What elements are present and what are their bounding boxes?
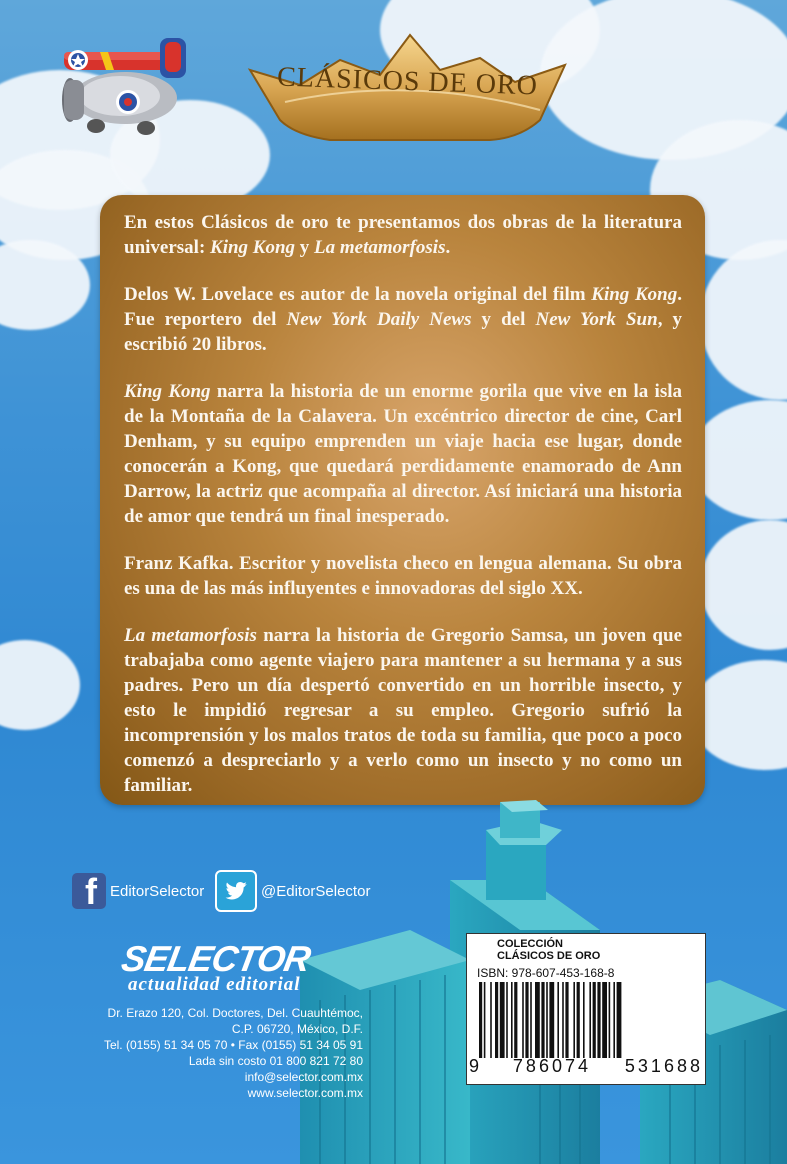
collection-name: CLÁSICOS DE ORO: [497, 950, 601, 962]
synopsis-text: [124, 210, 682, 820]
twitter-link[interactable]: [215, 871, 370, 911]
website-link[interactable]: www.selector.com.mx: [247, 1086, 363, 1100]
paragraph-lovelace: Delos W. Lovelace es autor de la novela original del film King Kong. Fue reportero del New York Daily News y del New York Sun, y escribió 20 libros.: [124, 284, 683, 355]
paragraph-intro: En estos Clásicos de oro te presentamos dos obras de la literatura universal: King Kong y La metamorfosis.: [124, 212, 682, 258]
facebook-icon: f: [72, 873, 106, 909]
paragraph-king-kong: King Kong narra la historia de un enorme gorila que vive en la isla de la Montaña de la Calavera. Un excéntrico director de cine, Carl Denham, y su equipo emprenden un viaje hacia ese lugar, donde conocerán a Kong, que quedará perdidamente enamorado de Ann Darrow, la actriz que acompaña al director. Así iniciará una historia de amor que tendrá un final inesperado.: [124, 381, 682, 527]
publisher-logo: SELECTOR: [118, 938, 314, 979]
address-line: C.P. 06720, México, D.F.: [231, 1022, 363, 1036]
facebook-handle: EditorSelector: [110, 882, 205, 900]
barcode-label: [466, 933, 706, 1085]
biplane-illustration: [50, 30, 200, 140]
barcode-digits-left: 786074: [512, 1056, 591, 1076]
twitter-handle: @EditorSelector: [261, 882, 371, 900]
toll-free-line: Lada sin costo 01 800 821 72 80: [188, 1054, 363, 1068]
barcode-digits-right: 531688: [624, 1056, 703, 1076]
barcode-bars: [479, 982, 693, 1058]
address-line: Dr. Erazo 120, Col. Doctores, Del. Cuauhtémoc,: [107, 1006, 363, 1020]
collection-label: COLECCIÓN: [497, 938, 563, 950]
barcode-digit-first: 9: [469, 1056, 480, 1076]
paragraph-metamorfosis: La metamorfosis narra la historia de Gregorio Samsa, un joven que trabajaba como agente viajero para mantener a su hermana y a sus padres. Pero un día despertó convertido en un horrible insecto, y esto le impidió regresar a su empleo. Gregorio sufrió la incomprensión y los malos tratos de toda su familia, que poco a poco comenzó a despreciarlo y a verlo como un insecto y no como un familiar.: [124, 625, 682, 796]
isbn-text: ISBN: 978-607-453-168-8: [477, 966, 615, 980]
email-link[interactable]: info@selector.com.mx: [244, 1070, 363, 1084]
phone-line: Tel. (0155) 51 34 05 70 • Fax (0155) 51 34 05 91: [103, 1038, 363, 1052]
barcode-digits: [469, 1056, 703, 1077]
publisher-address: [58, 1005, 363, 1101]
facebook-link[interactable]: [72, 871, 204, 911]
twitter-bird-icon: [215, 870, 257, 912]
paragraph-kafka: Franz Kafka. Escritor y novelista checo en lengua alemana. Su obra es una de las más influyentes e innovadoras del siglo XX.: [124, 553, 682, 599]
publisher-tagline: actualidad editorial: [128, 974, 301, 995]
collection-title: CLÁSICOS DE ORO: [276, 61, 539, 102]
